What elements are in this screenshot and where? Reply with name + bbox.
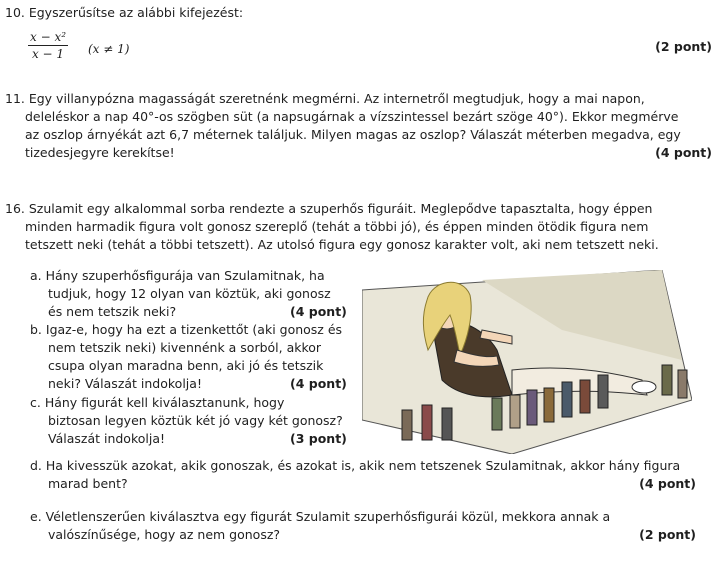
q16e-line-1: e. Véletlenszerűen kiválasztva egy figurát Szulamit szuperhősfigurái közül, mekkora annak a	[30, 509, 611, 524]
q16a-line-3: és nem tetszik neki?	[48, 304, 177, 319]
q16a-line-1: a. Hány szuperhősfigurája van Szulamitnak, ha	[30, 268, 325, 283]
figurine	[442, 408, 452, 440]
figurine	[678, 370, 687, 398]
q11-line-4: tizedesjegyre kerekítse!	[25, 145, 175, 160]
q16c-line-3: Válaszát indokolja!	[48, 431, 166, 446]
q16c-points: (3 pont)	[290, 431, 347, 446]
figurine	[580, 380, 590, 413]
q10-fraction	[28, 30, 68, 61]
q16a-line-2: tudjuk, hogy 12 olyan van köztük, aki gonosz	[48, 286, 331, 301]
q16b-line-3: csupa olyan maradna benn, aki jó és tetszik	[48, 358, 324, 373]
q16b-line-2: nem tetszik neki) kivennénk a sorból, akkor	[48, 340, 322, 355]
q16b-line-4: neki? Válaszát indokolja!	[48, 376, 202, 391]
q16b-points: (4 pont)	[290, 376, 347, 391]
figurine	[402, 410, 412, 440]
q16d-line-1: d. Ha kivesszük azokat, akik gonoszak, és azokat is, akik nem tetszenek Szulamitnak, akkor hány figura	[30, 458, 681, 473]
q16-line-1: 16. Szulamit egy alkalommal sorba rendezte a szuperhős figuráit. Meglepődve tapasztalta, hogy éppen	[5, 201, 653, 216]
figurines-illustration	[362, 270, 692, 454]
figurine	[662, 365, 672, 395]
q16d-line-2: marad bent?	[48, 476, 128, 491]
q16d-points: (4 pont)	[639, 476, 696, 491]
q10-condition: (x ≠ 1)	[88, 42, 130, 56]
figurine	[492, 398, 502, 430]
figurine	[510, 395, 520, 428]
q11-line-3: az oszlop árnyékát azt 6,7 méternek találjuk. Milyen magas az oszlop? Válaszát méterben megadva, egy	[25, 127, 681, 142]
figurine	[422, 405, 432, 440]
q16e-points: (2 pont)	[639, 527, 696, 542]
q10-points: (2 pont)	[655, 39, 712, 54]
q10-fraction-numerator: x − x²	[30, 30, 67, 44]
q11-line-1: 11. Egy villanypózna magasságát szeretnénk megmérni. Az internetről megtudjuk, hogy a mai napon,	[5, 91, 645, 106]
q16c-line-2: biztosan legyen köztük két jó vagy két gonosz?	[48, 413, 343, 428]
q10-text: 10. Egyszerűsítse az alábbi kifejezést:	[5, 5, 244, 20]
q16-line-3: tetszett neki (tehát a többi tetszett). Az utolsó figura egy gonosz karakter volt, aki nem tetszett neki.	[25, 237, 659, 252]
figurine	[544, 388, 554, 422]
figurine	[527, 390, 537, 425]
figurine	[598, 375, 608, 408]
q11-line-2: deleléskor a nap 40°-os szögben süt (a napsugárnak a vízszintessel bezárt szöge 40°). Ekkor megmérve	[25, 109, 679, 124]
q16e-line-2: valószínűsége, hogy az nem gonosz?	[48, 527, 281, 542]
q11-points: (4 pont)	[655, 145, 712, 160]
q10-fraction-denominator: x − 1	[31, 47, 65, 61]
q16b-line-1: b. Igaz-e, hogy ha ezt a tizenkettőt (aki gonosz és	[30, 322, 343, 337]
figurine	[562, 382, 572, 417]
girl-shoe	[632, 381, 656, 393]
q16c-line-1: c. Hány figurát kell kiválasztanunk, hogy	[30, 395, 285, 410]
q16a-points: (4 pont)	[290, 304, 347, 319]
q16-line-2: minden harmadik figura volt gonosz szereplő (tehát a többi jó), és éppen minden ötödik figura nem	[25, 219, 649, 234]
